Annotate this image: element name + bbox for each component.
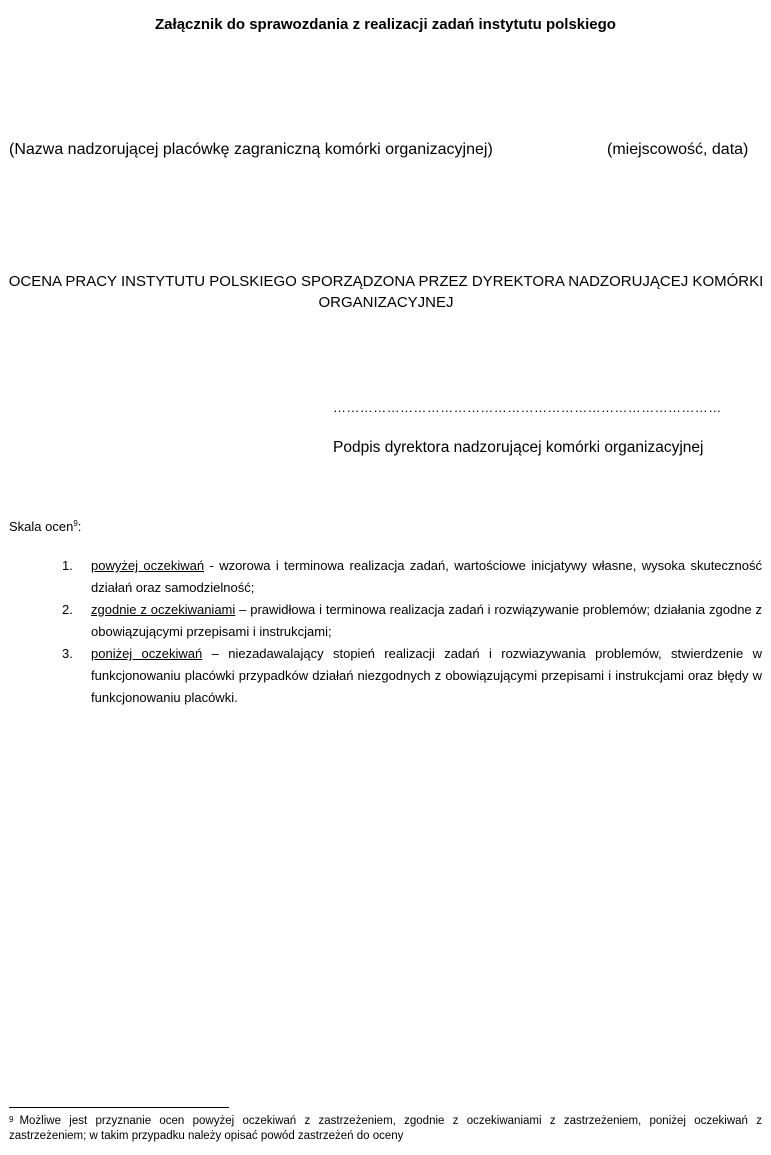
- rating-scale-item: [62, 643, 762, 709]
- rating-term: powyżej oczekiwań: [91, 558, 205, 573]
- page-title: Załącznik do sprawozdania z realizacji zadań instytutu polskiego: [155, 16, 616, 33]
- footnote: [9, 1114, 762, 1144]
- rating-scale-label-text: Skala ocen: [9, 519, 74, 534]
- rating-scale-label: [9, 518, 81, 536]
- rating-description: – niezadawalający stopień realizacji zadań i rozwiazywania problemów, stwierdzenie w funkcjonowaniu placówki przypadków działań niezgodnych z obowiązującymi przepisami i instrukcjami oraz błędy w funkcjonowaniu placówki.: [91, 646, 762, 705]
- rating-term: zgodnie z oczekiwaniami: [91, 602, 236, 617]
- footnote-separator: [9, 1107, 229, 1108]
- item-number: 1.: [62, 558, 73, 573]
- item-number: 3.: [62, 646, 73, 661]
- rating-scale-list: [62, 555, 762, 709]
- rating-scale-label-colon: :: [77, 519, 82, 534]
- footnote-reference: 9: [73, 519, 78, 528]
- rating-scale-item: [62, 599, 762, 643]
- rating-scale-item: [62, 555, 762, 599]
- footnote-text: Możliwe jest przyznanie ocen powyżej oczekiwań z zastrzeżeniem, zgodnie z oczekiwaniami z zastrzeżeniem, poniżej oczekiwań z zastrzeżeniem; w takim przypadku należy opisać powód zastrzeżeń do oceny: [9, 1115, 762, 1142]
- footnote-mark: 9: [9, 1115, 14, 1124]
- rating-term: poniżej oczekiwań: [91, 646, 203, 661]
- signature-label: Podpis dyrektora nadzorującej komórki organizacyjnej: [333, 439, 704, 456]
- org-name-field-label: (Nazwa nadzorującej placówkę zagraniczną komórki organizacyjnej): [9, 141, 493, 158]
- document-heading: OCENA PRACY INSTYTUTU POLSKIEGO SPORZĄDZONA PRZEZ DYREKTORA NADZORUJĄCEJ KOMÓRKI ORGANIZACYJNEJ: [8, 273, 764, 311]
- rating-description: - wzorowa i terminowa realizacja zadań, wartościowe inicjatywy własne, wysoka skuteczność działań oraz samodzielność;: [91, 558, 762, 595]
- item-number: 2.: [62, 602, 73, 617]
- signature-line: ……………………………………………………………………………: [333, 400, 722, 415]
- place-date-field-label: (miejscowość, data): [607, 141, 749, 158]
- rating-description: – prawidłowa i terminowa realizacja zadań i rozwiązywanie problemów; działania zgodne z obowiązującymi przepisami i instrukcjami;: [91, 602, 763, 639]
